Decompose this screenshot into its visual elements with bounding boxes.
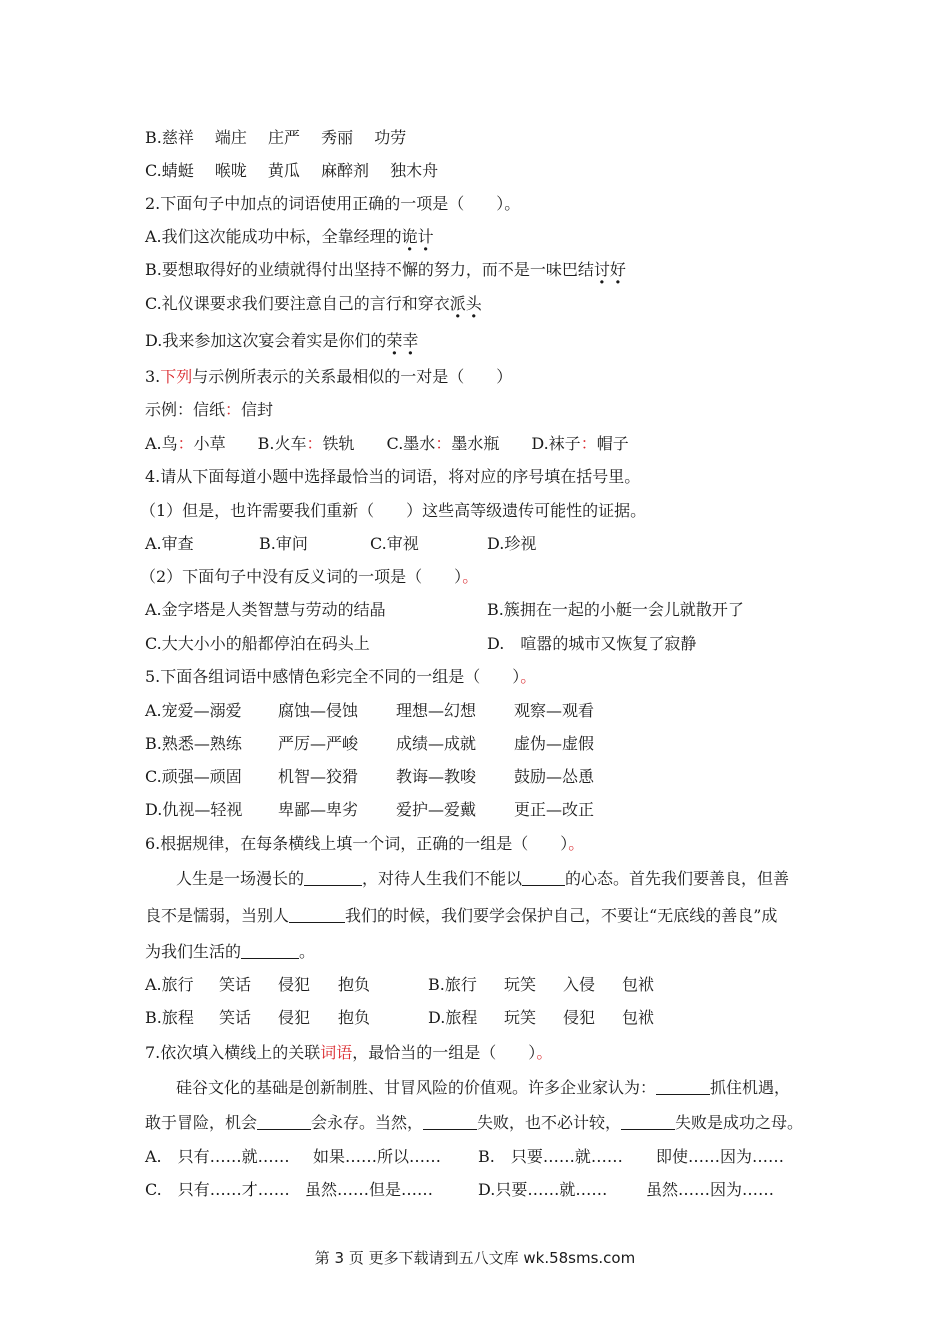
passage-text: 人生是一场漫长的 xyxy=(176,869,305,888)
question-text: 6.根据规律，在每条横线上填一个词，正确的一组是（ ） xyxy=(145,834,569,853)
example-line xyxy=(145,400,273,420)
option-text: B.要想取得好的业绩就得付出坚持不懈的努力，而不是一味巴结 xyxy=(145,260,594,279)
dotted-word: 头 xyxy=(465,294,482,313)
fill-blank xyxy=(304,869,362,886)
passage-text: 失败，也不必计较， xyxy=(477,1113,622,1132)
passage-text: ，对待人生我们不能以 xyxy=(362,869,523,888)
option-word: 侵犯 xyxy=(278,1008,311,1027)
question-4-2 xyxy=(140,567,478,587)
option-word: 玩笑 xyxy=(504,1008,537,1027)
fill-blank xyxy=(257,1113,311,1130)
fill-blank xyxy=(656,1078,710,1095)
option-word: 即使……因为…… xyxy=(656,1147,785,1166)
page-footer: 第 3 页 更多下载请到五八文库 wk.58sms.com xyxy=(314,1249,636,1267)
option-d: D.仇视—轻视 xyxy=(145,800,243,819)
option-text: A.我们这次能成功中标，全靠经理的 xyxy=(145,227,402,246)
question-4: 4.请从下面每道小题中选择最恰当的词语，将对应的序号填在括号里。 xyxy=(145,467,641,486)
dotted-word: 诡 xyxy=(401,227,418,246)
option-text: 小草 B.火车 xyxy=(193,434,307,453)
option-word: 鼓励—怂恿 xyxy=(514,767,595,786)
option-c: C.审视 xyxy=(370,534,419,553)
dotted-word: 派 xyxy=(449,294,466,313)
option-word: 抱负 xyxy=(338,1008,371,1027)
dotted-word: 好 xyxy=(609,260,626,279)
red-text: 词语 xyxy=(320,1043,353,1062)
red-text: 下列 xyxy=(160,367,193,386)
option-word: 如果……所以…… xyxy=(313,1147,442,1166)
option-word: 机智—狡猾 xyxy=(278,767,359,786)
option-b: B.旅行 xyxy=(428,975,477,994)
passage-line xyxy=(176,869,789,889)
option-b: B.审问 xyxy=(259,534,308,553)
option-word: 卑鄙—卑劣 xyxy=(278,800,359,819)
option-b: B.簇拥在一起的小艇一会儿就散开了 xyxy=(487,600,744,619)
fill-blank xyxy=(241,942,299,959)
option-text: 帽子 xyxy=(596,434,629,453)
option-word: 成绩—成就 xyxy=(396,734,477,753)
passage-text: 会永存。当然， xyxy=(311,1113,424,1132)
example-text: 信封 xyxy=(241,400,274,419)
red-period: 。 xyxy=(536,1043,553,1062)
red-colon: ： xyxy=(435,434,452,453)
fill-blank xyxy=(522,869,565,886)
option-b: B. 只要……就…… xyxy=(478,1147,623,1166)
question-text: ，最恰当的一组是（ ） xyxy=(352,1043,537,1062)
question-3 xyxy=(145,367,512,387)
option-word: 爱护—爱戴 xyxy=(396,800,477,819)
option-a: A.金字塔是人类智慧与劳动的结晶 xyxy=(145,600,386,619)
example-text: 示例：信纸 xyxy=(145,400,226,419)
red-period: 。 xyxy=(520,667,537,686)
option-word: 教诲—教唆 xyxy=(396,767,477,786)
question-4-1: （1）但是，也许需要我们重新（ ）这些高等级遗传可能性的证据。 xyxy=(140,501,647,520)
option-word: 包袱 xyxy=(622,1008,655,1027)
question-3-options xyxy=(145,434,629,454)
dotted-word: 计 xyxy=(417,227,434,246)
red-period: 。 xyxy=(462,567,479,586)
option-c: C. 只有……才…… xyxy=(145,1180,290,1199)
question-5 xyxy=(145,667,536,687)
option-word: 虽然……因为…… xyxy=(646,1180,775,1199)
option-word: 虽然……但是…… xyxy=(305,1180,434,1199)
question-6 xyxy=(145,834,584,854)
option-text: 铁轨 C.墨水 xyxy=(322,434,436,453)
passage-text: 我们的时候，我们要学会保护自己，不要让“无底线的善良”成 xyxy=(345,906,778,925)
question-number: 3. xyxy=(145,367,161,386)
option-c: B.旅程 xyxy=(145,1008,194,1027)
question-text: 7.依次填入横线上的关联 xyxy=(145,1043,321,1062)
option-word: 观察—观看 xyxy=(514,701,595,720)
passage-text: 的心态。首先我们要善良，但善 xyxy=(565,869,790,888)
passage-text: 失败是成功之母。 xyxy=(675,1113,804,1132)
option-a: A. 只有……就…… xyxy=(145,1147,290,1166)
option-word: 腐蚀—侵蚀 xyxy=(278,701,359,720)
option-word: 理想—幻想 xyxy=(396,701,477,720)
question-text: 5.下面各组词语中感情色彩完全不同的一组是（ ） xyxy=(145,667,521,686)
option-word: 玩笑 xyxy=(504,975,537,994)
red-colon: ： xyxy=(177,434,194,453)
fill-blank xyxy=(423,1113,477,1130)
question-2-option-b xyxy=(145,260,626,280)
option-b: B.熟悉—熟练 xyxy=(145,734,242,753)
option-word: 侵犯 xyxy=(278,975,311,994)
option-text: C.礼仪课要求我们要注意自己的言行和穿衣 xyxy=(145,294,450,313)
option-word: 包袱 xyxy=(622,975,655,994)
red-colon: ： xyxy=(306,434,323,453)
option-c: C.顽强—顽固 xyxy=(145,767,242,786)
passage-text: 良不是懦弱，当别人 xyxy=(145,906,290,925)
red-colon: ： xyxy=(580,434,597,453)
passage-text: 敢于冒险，机会 xyxy=(145,1113,258,1132)
question-2: 2.下面句子中加点的词语使用正确的一项是（ ）。 xyxy=(145,194,521,213)
option-line: B.慈祥 端庄 庄严 秀丽 功劳 xyxy=(145,128,407,147)
dotted-word: 讨 xyxy=(593,260,610,279)
option-a: A.旅行 xyxy=(145,975,194,994)
passage-line xyxy=(145,906,777,926)
option-d: D.珍视 xyxy=(487,534,537,553)
passage-text: 。 xyxy=(299,942,316,961)
option-text: D.我来参加这次宴会着实是你们的 xyxy=(145,331,387,350)
passage-line xyxy=(145,942,315,962)
question-2-option-d xyxy=(145,331,418,351)
fill-blank xyxy=(621,1113,675,1130)
passage-text: 为我们生活的 xyxy=(145,942,242,961)
red-colon: ： xyxy=(225,400,242,419)
option-d: D.只要……就…… xyxy=(478,1180,608,1199)
fill-blank xyxy=(289,906,345,923)
red-period: 。 xyxy=(568,834,585,853)
question-text: 与示例所表示的关系最相似的一对是（ ） xyxy=(192,367,513,386)
option-a: A.审查 xyxy=(145,534,194,553)
passage-line xyxy=(176,1078,790,1098)
dotted-word: 幸 xyxy=(402,331,419,350)
dotted-word: 荣 xyxy=(386,331,403,350)
option-text: 墨水瓶 D.袜子 xyxy=(451,434,581,453)
option-word: 笑话 xyxy=(219,1008,252,1027)
option-word: 严厉—严峻 xyxy=(278,734,359,753)
option-word: 入侵 xyxy=(563,975,596,994)
question-2-option-a xyxy=(145,227,434,247)
option-word: 更正—改正 xyxy=(514,800,595,819)
question-7 xyxy=(145,1043,552,1063)
option-word: 侵犯 xyxy=(563,1008,596,1027)
option-word: 抱负 xyxy=(338,975,371,994)
question-text: （2）下面句子中没有反义词的一项是（ ） xyxy=(140,567,463,586)
option-word: 虚伪—虚假 xyxy=(514,734,595,753)
passage-line xyxy=(145,1113,803,1133)
option-c: C.大大小小的船都停泊在码头上 xyxy=(145,634,370,653)
option-d: D. 喧嚣的城市又恢复了寂静 xyxy=(487,634,697,653)
option-text: A.鸟 xyxy=(145,434,178,453)
option-a: A.宠爱—溺爱 xyxy=(145,701,242,720)
option-word: 笑话 xyxy=(219,975,252,994)
option-d: D.旅程 xyxy=(428,1008,478,1027)
option-line: C.蜻蜓 喉咙 黄瓜 麻醉剂 独木舟 xyxy=(145,161,439,180)
passage-text: 抓住机遇， xyxy=(710,1078,791,1097)
question-2-option-c xyxy=(145,294,482,314)
passage-text: 硅谷文化的基础是创新制胜、甘冒风险的价值观。许多企业家认为： xyxy=(176,1078,657,1097)
